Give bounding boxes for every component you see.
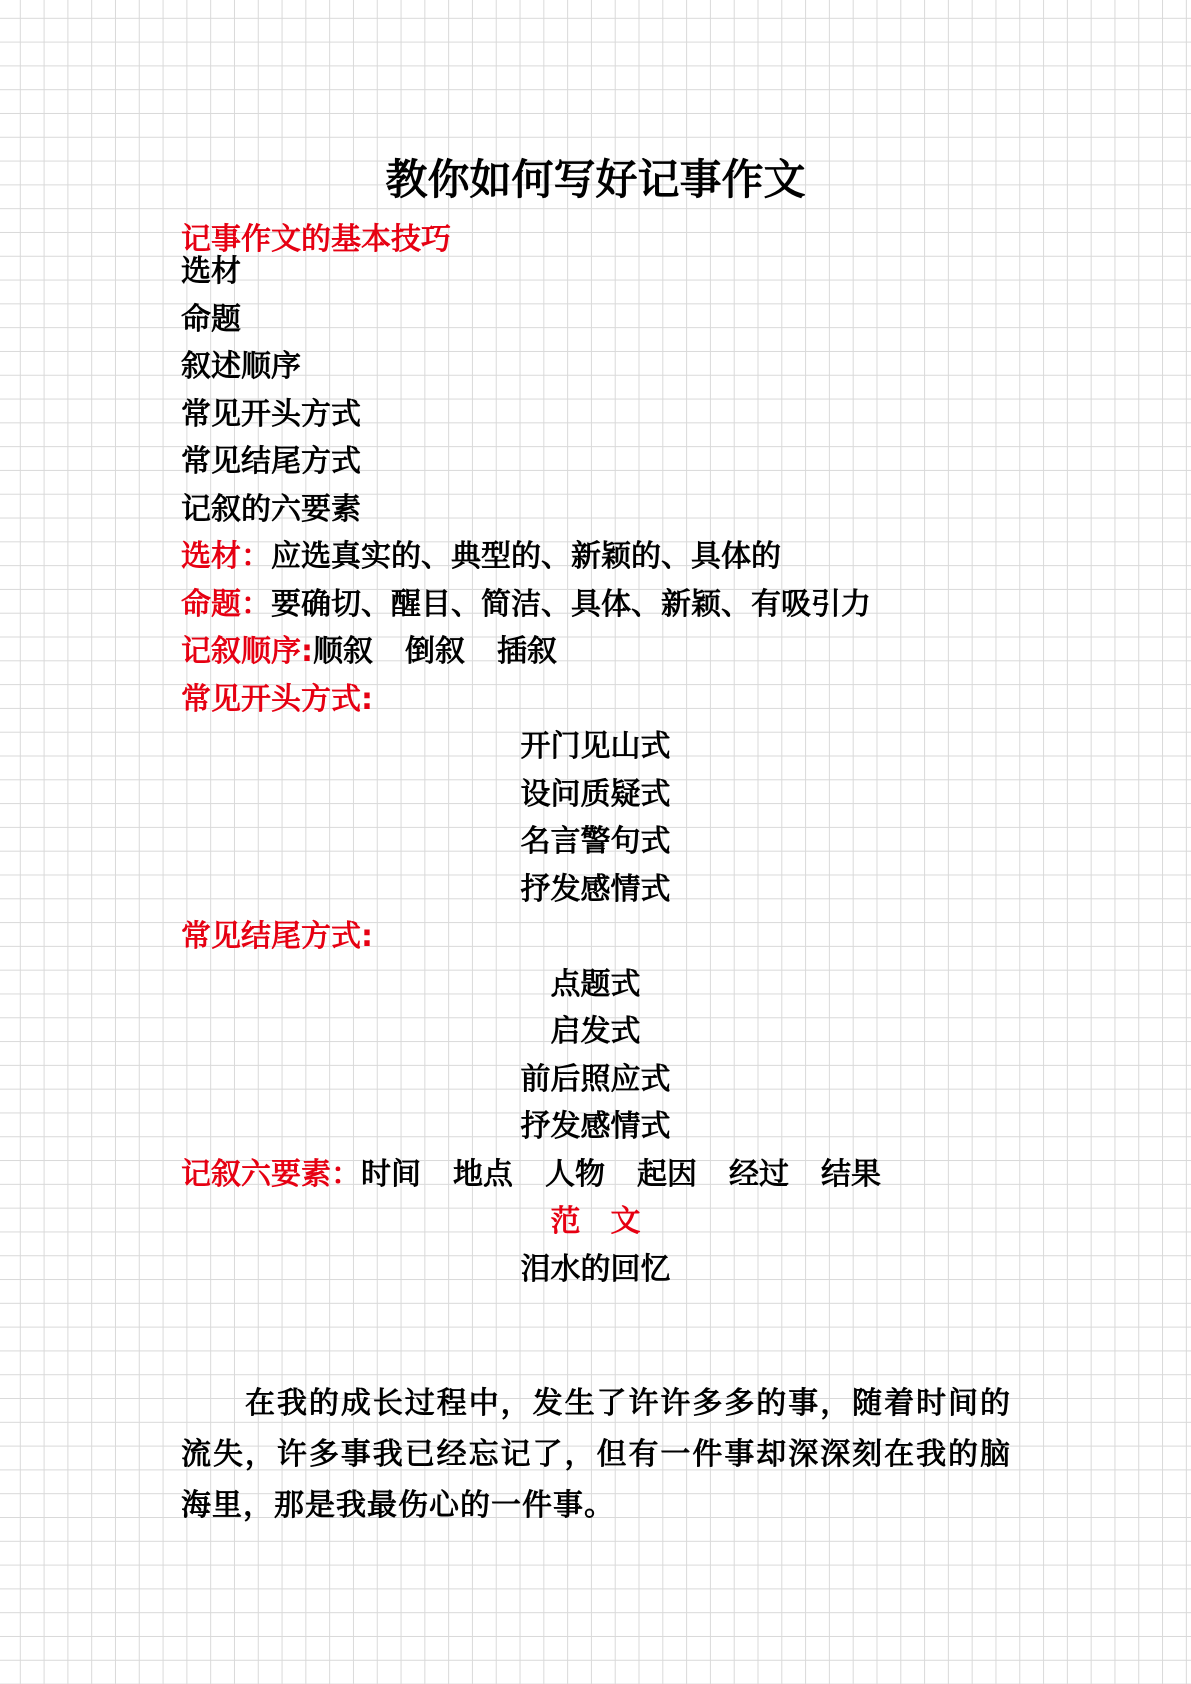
- selection-text: 应选真实的、典型的、新颖的、具体的: [271, 539, 781, 574]
- ending-item: 抒发感情式: [520, 1109, 671, 1144]
- elements-line: [181, 1150, 1010, 1200]
- opening-label: 常见开头方式:: [181, 682, 373, 717]
- element-item: 起因: [637, 1157, 697, 1192]
- page-title: 教你如何写好记事作文: [385, 155, 806, 204]
- ending-label: 常见结尾方式:: [181, 919, 373, 954]
- outline-item: 叙述顺序: [181, 349, 301, 384]
- order-line: [181, 627, 1010, 677]
- ending-item: 点题式: [550, 967, 641, 1002]
- element-item: 时间: [361, 1157, 421, 1192]
- topic-line: [181, 580, 1010, 630]
- order-item: 插叙: [497, 634, 557, 669]
- order-item: 倒叙: [405, 634, 465, 669]
- ending-item: 前后照应式: [520, 1062, 671, 1097]
- element-item: 地点: [453, 1157, 513, 1192]
- ending-item: 启发式: [550, 1014, 641, 1049]
- outline-item: 记叙的六要素: [181, 492, 361, 527]
- element-item: 人物: [545, 1157, 605, 1192]
- outline-item: 选材: [181, 254, 241, 289]
- opening-item: 开门见山式: [520, 729, 671, 764]
- basics-heading: 记事作文的基本技巧: [181, 222, 451, 257]
- opening-item: 设问质疑式: [520, 777, 671, 812]
- element-item: 结果: [821, 1157, 881, 1192]
- outline-item: 常见开头方式: [181, 397, 361, 432]
- order-item: 顺叙: [313, 634, 373, 669]
- order-label: 记叙顺序:: [181, 634, 313, 669]
- sample-heading: 范 文: [550, 1204, 641, 1239]
- element-item: 经过: [729, 1157, 789, 1192]
- selection-label: 选材：: [181, 539, 271, 574]
- essay-paragraph: 在我的成长过程中，发生了许许多多的事，随着时间的流失，许多事我已经忘记了，但有一件事却深深刻在我的脑海里，那是我最伤心的一件事。: [181, 1386, 1011, 1523]
- topic-label: 命题：: [181, 587, 271, 622]
- outline-item: 命题: [181, 302, 241, 337]
- opening-item: 名言警句式: [520, 824, 671, 859]
- opening-item: 抒发感情式: [520, 872, 671, 907]
- elements-label: 记叙六要素：: [181, 1157, 361, 1192]
- outline-item: 常见结尾方式: [181, 444, 361, 479]
- essay-title: 泪水的回忆: [520, 1252, 671, 1287]
- topic-text: 要确切、醒目、简洁、具体、新颖、有吸引力: [271, 587, 871, 622]
- selection-line: [181, 532, 1010, 582]
